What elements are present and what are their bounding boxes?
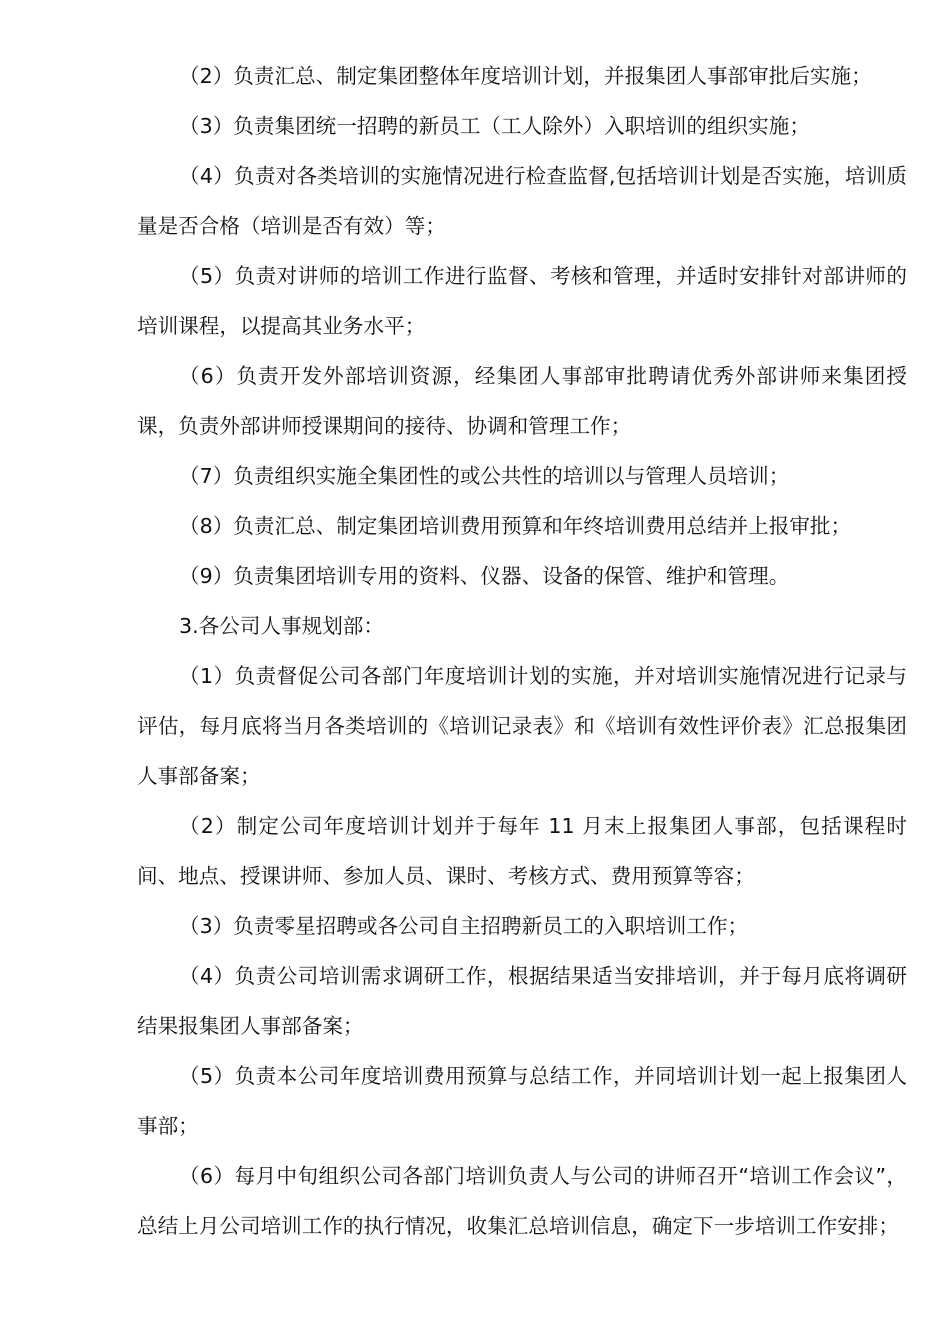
paragraph-item-7-group-training: （7）负责组织实施全集团性的或公共性的培训以与管理人员培训； bbox=[179, 464, 790, 488]
paragraph-item-5-instructor-supervision: （5）负责对讲师的培训工作进行监督、考核和管理，并适时安排针对部讲师的培训课程，以提高其业务水平； bbox=[137, 264, 907, 338]
paragraph-company-item-3-onboarding: （3）负责零星招聘或各公司自主招聘新员工的入职培训工作； bbox=[179, 914, 749, 938]
paragraph-company-item-6-monthly-meeting: （6）每月中旬组织公司各部门培训负责人与公司的讲师召开“培训工作会议”，总结上月公司培训工作的执行情况，收集汇总培训信息，确定下一步培训工作安排； bbox=[137, 1164, 907, 1238]
paragraph-item-4-training-inspection: （4）负责对各类培训的实施情况进行检查监督,包括培训计划是否实施，培训质量是否合格（培训是否有效）等； bbox=[137, 164, 907, 238]
section-heading-company-hr-planning: 3.各公司人事规划部： bbox=[179, 614, 384, 638]
paragraph-item-2-summary-plan: （2）负责汇总、制定集团整体年度培训计划，并报集团人事部审批后实施； bbox=[179, 64, 872, 88]
paragraph-company-item-1-plan-implementation: （1）负责督促公司各部门年度培训计划的实施，并对培训实施情况进行记录与评估，每月底将当月各类培训的《培训记录表》和《培训有效性评价表》汇总报集团人事部备案； bbox=[137, 664, 907, 788]
paragraph-company-item-2-annual-plan: （2）制定公司年度培训计划并于每年 11 月末上报集团人事部，包括课程时间、地点、授课讲师、参加人员、课时、考核方式、费用预算等容； bbox=[137, 814, 907, 888]
paragraph-item-6-external-resources: （6）负责开发外部培训资源，经集团人事部审批聘请优秀外部讲师来集团授课，负责外部讲师授课期间的接待、协调和管理工作； bbox=[137, 364, 907, 438]
paragraph-item-9-equipment-management: （9）负责集团培训专用的资料、仪器、设备的保管、维护和管理。 bbox=[179, 564, 790, 588]
document-body bbox=[137, 51, 907, 1251]
paragraph-item-3-new-hire-training: （3）负责集团统一招聘的新员工（工人除外）入职培训的组织实施； bbox=[179, 114, 810, 138]
paragraph-company-item-5-budget: （5）负责本公司年度培训费用预算与总结工作，并同培训计划一起上报集团人事部； bbox=[137, 1064, 907, 1138]
paragraph-company-item-4-needs-survey: （4）负责公司培训需求调研工作，根据结果适当安排培训，并于每月底将调研结果报集团人事部备案； bbox=[137, 964, 907, 1038]
paragraph-item-8-budget-summary: （8）负责汇总、制定集团培训费用预算和年终培训费用总结并上报审批； bbox=[179, 514, 852, 538]
